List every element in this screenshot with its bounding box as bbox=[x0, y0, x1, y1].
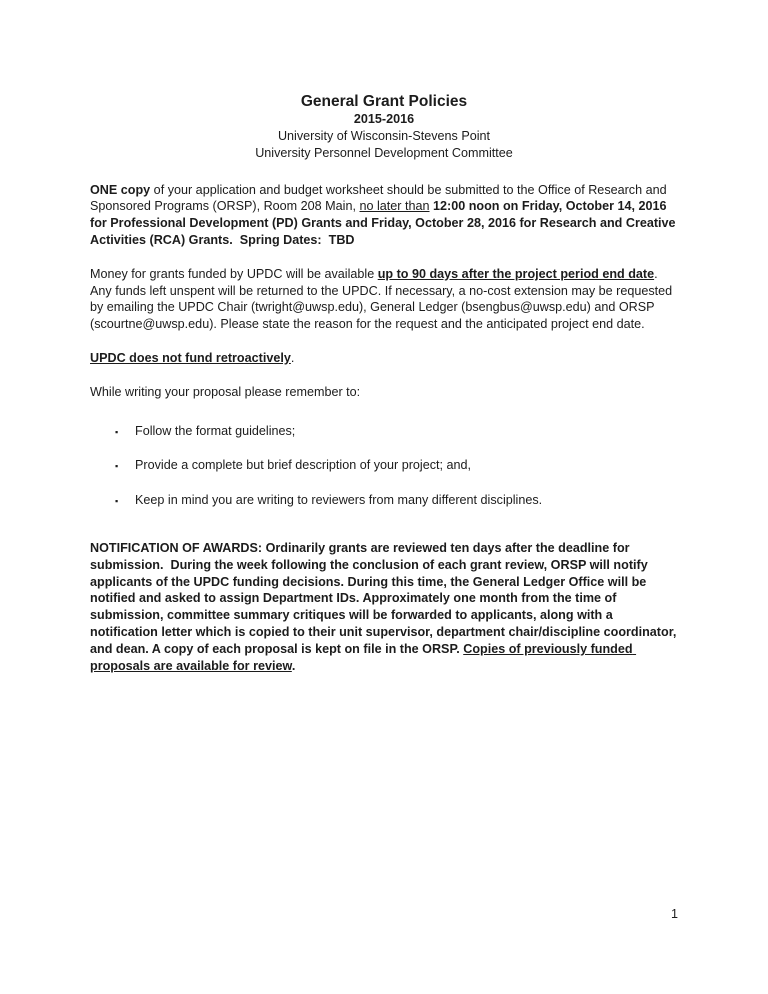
list-item bbox=[90, 423, 678, 440]
page-number: 1 bbox=[670, 907, 678, 921]
bullet-list bbox=[90, 423, 678, 509]
institution-name: University of Wisconsin-Stevens Point bbox=[277, 129, 491, 144]
bullet-icon: ▪ bbox=[115, 496, 119, 507]
document-title: General Grant Policies bbox=[300, 93, 468, 110]
bullet-icon: ▪ bbox=[115, 461, 119, 472]
paragraph-remember-intro: While writing your proposal please remember to: bbox=[90, 384, 361, 399]
bullet-text: Keep in mind you are writing to reviewers from many different disciplines. bbox=[135, 493, 543, 508]
paragraph-submission: ONE copy of your application and budget worksheet should be submitted to the Office of Research and Sponsored Programs (ORSP), Room 208 Main, no later than 12:00 noon on Friday, October 14, 2016 for Professional Development (PD) Grants and Friday, October 28, 2016 for Research and Creative Activities (RCA) Grants. Spring Dates: TBD bbox=[90, 182, 679, 247]
bullet-text: Follow the format guidelines; bbox=[135, 423, 296, 438]
bullet-text: Provide a complete but brief description of your project; and, bbox=[135, 458, 472, 473]
list-item bbox=[90, 457, 678, 474]
document-header bbox=[90, 92, 678, 163]
bullet-icon: ▪ bbox=[115, 426, 119, 437]
committee-name: University Personnel Development Committee bbox=[255, 146, 513, 161]
document-year: 2015-2016 bbox=[353, 112, 415, 126]
paragraph-retroactive: UPDC does not fund retroactively. bbox=[90, 350, 295, 365]
paragraph-notification: NOTIFICATION OF AWARDS: Ordinarily grants are reviewed ten days after the deadline for submission. During the week following the conclusion of each grant review, ORSP will notify applicants of the UPDC funding decisions. During this time, the General Ledger Office will be notified and asked to assign Department IDs. Approximately one month from the time of submission, committee summary critiques will be forwarded to applicants, along with a notification letter which is copied to their unit supervisor, department chair/discipline coordinator, and dean. A copy of each proposal is kept on file in the ORSP. Copies of previously funded proposals are available for review. bbox=[90, 540, 680, 673]
list-item bbox=[90, 492, 678, 509]
paragraph-funding: Money for grants funded by UPDC will be available up to 90 days after the project period end date. Any funds left unspent will be returned to the UPDC. If necessary, a no-cost extension may be requested by emailing the UPDC Chair (twright@uwsp.edu), General Ledger (bsengbus@uwsp.edu) and ORSP (scourtne@uwsp.edu). Please state the reason for the request and the anticipated project end date. bbox=[90, 266, 676, 332]
